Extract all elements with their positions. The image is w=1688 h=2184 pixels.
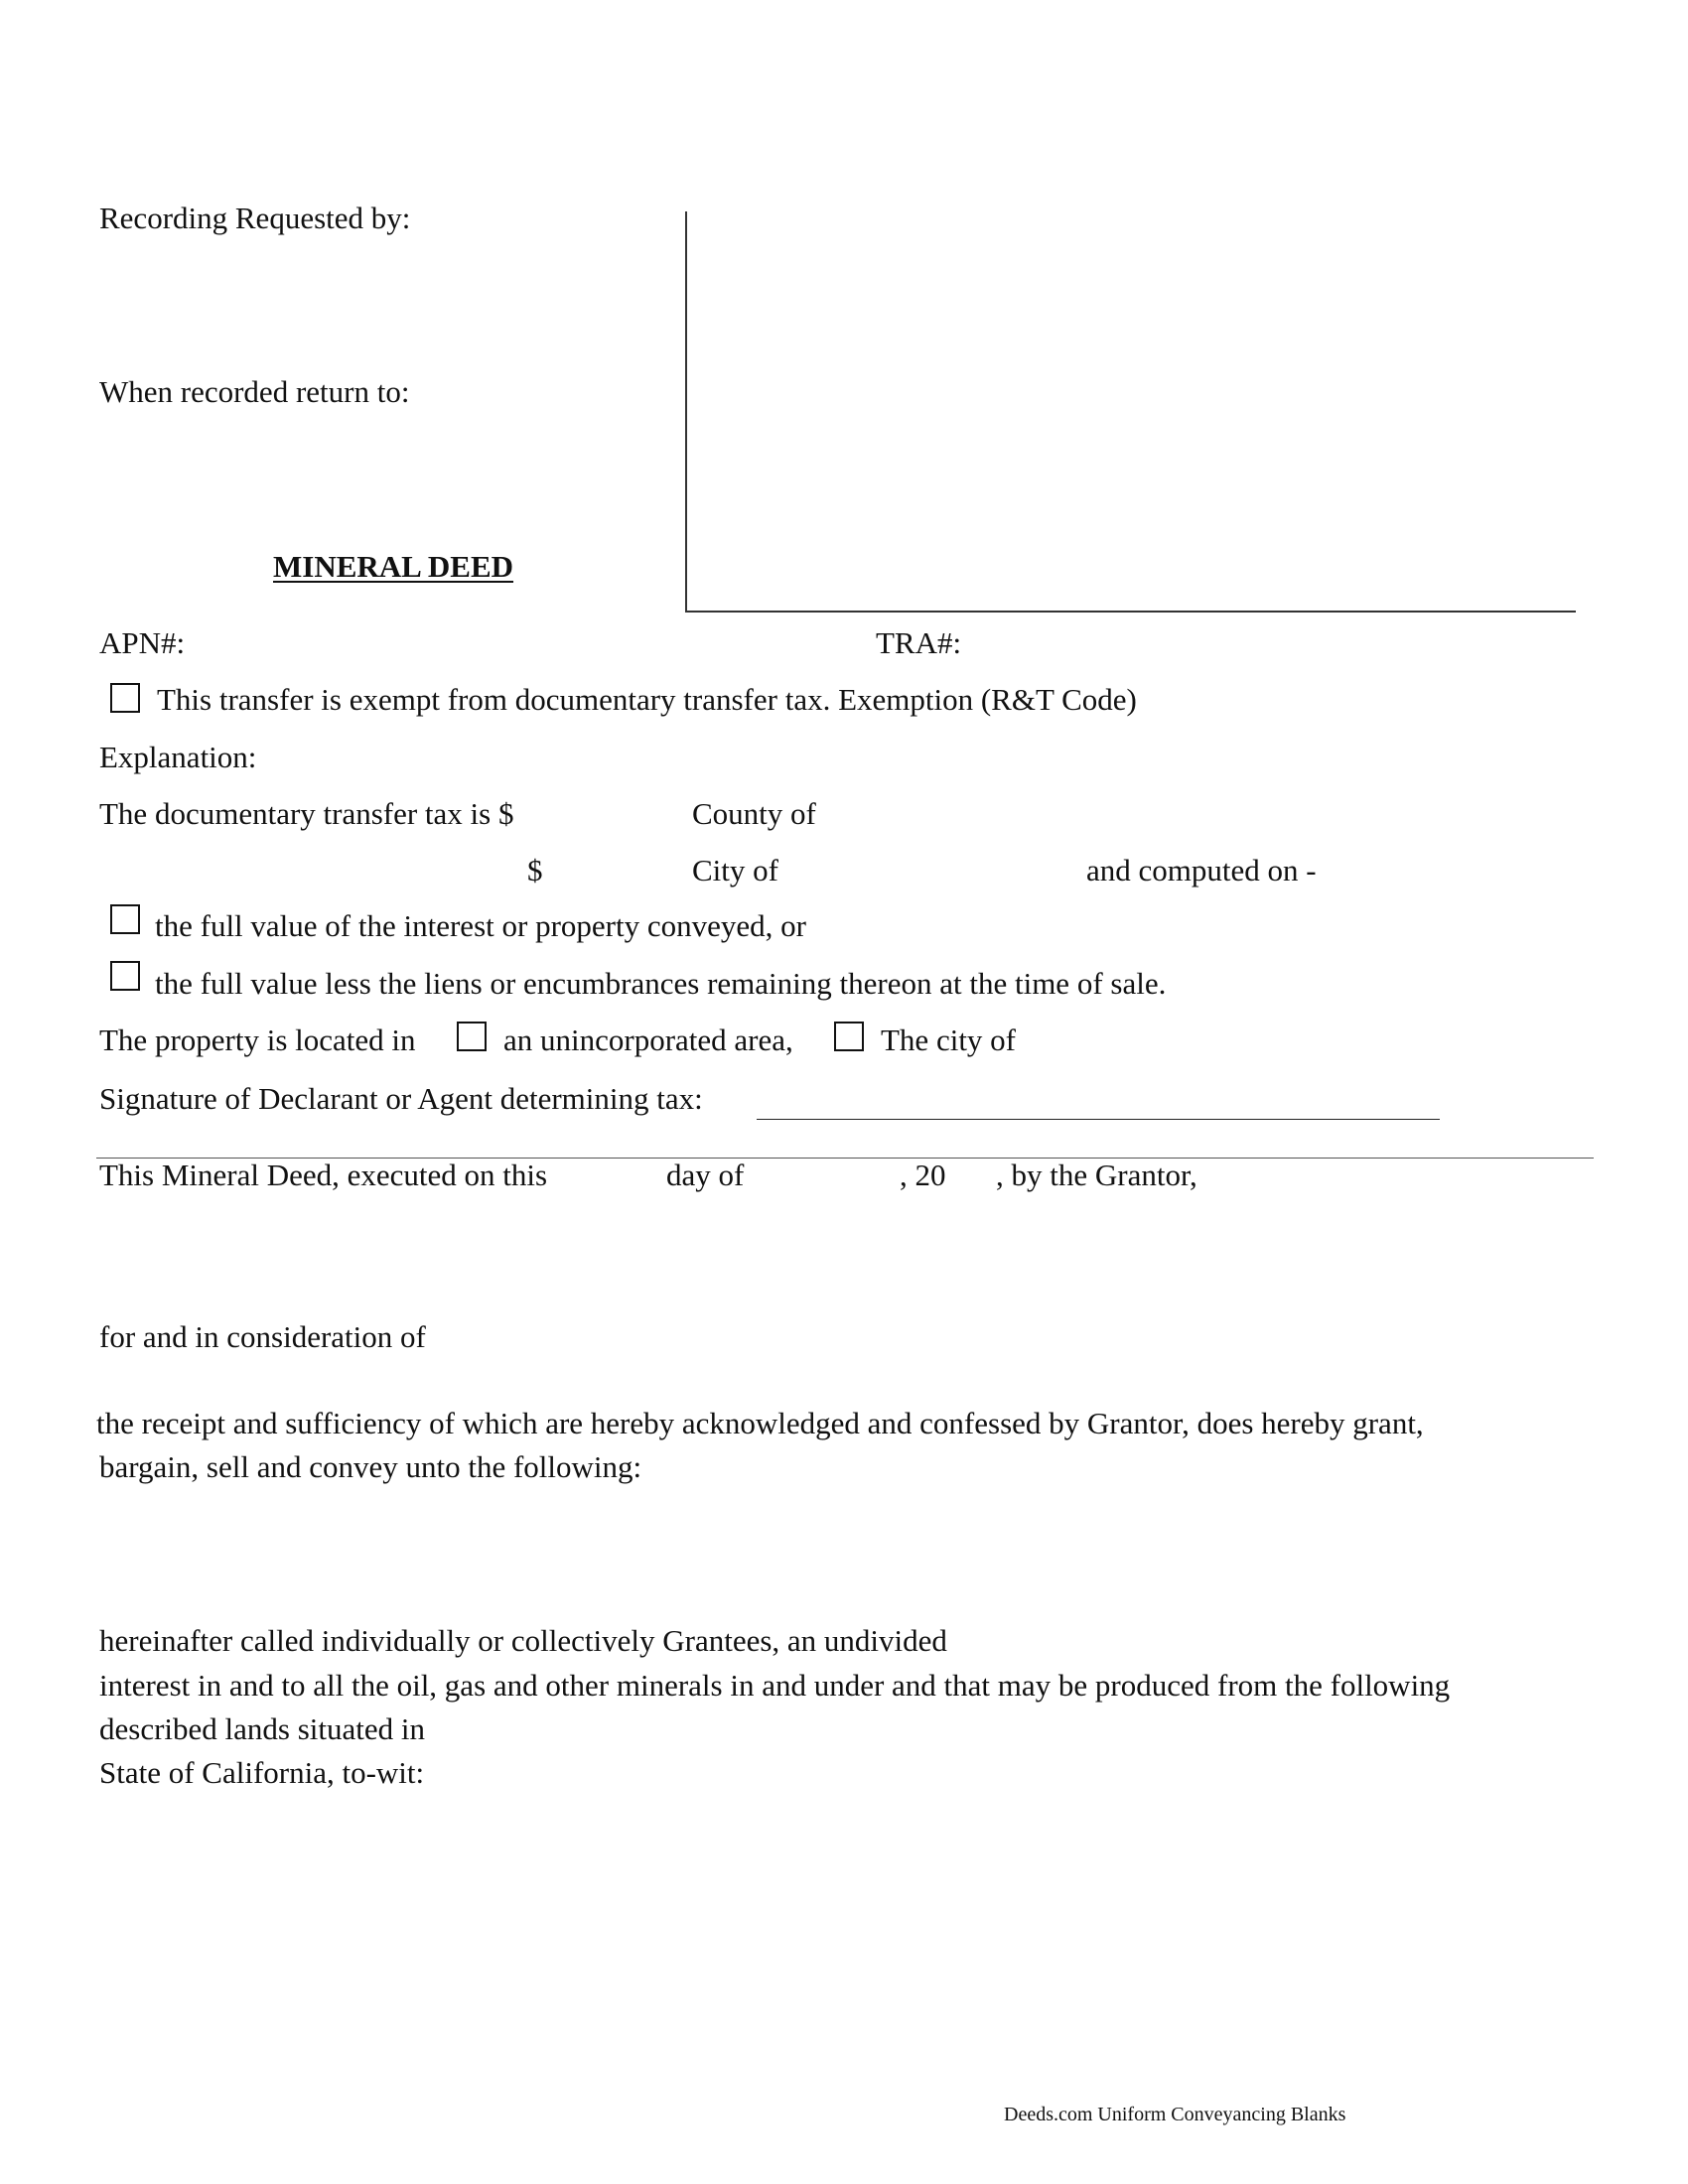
receipt-line-2: bargain, sell and convey unto the following: (99, 1449, 642, 1484)
footer-text: Deeds.com Uniform Conveyancing Blanks (1004, 2104, 1346, 2125)
explanation-label: Explanation: (99, 740, 257, 774)
when-recorded-return-to-label: When recorded return to: (99, 374, 410, 409)
year-prefix-text: , 20 (900, 1158, 946, 1192)
unincorporated-area-text: an unincorporated area, (503, 1023, 793, 1057)
city-tax-dollar-sign: $ (527, 853, 543, 887)
grantees-line-2: interest in and to all the oil, gas and other minerals in and under and that may be produced from the following (99, 1668, 1451, 1703)
city-of-checkbox[interactable] (834, 1022, 864, 1051)
full-value-option-text: the full value of the interest or property conveyed, or (155, 908, 806, 943)
city-of-option-text: The city of (881, 1023, 1017, 1057)
day-of-text: day of (666, 1158, 745, 1192)
less-liens-option-text: the full value less the liens or encumbrances remaining thereon at the time of sale. (155, 966, 1167, 1001)
recorder-box-vertical-line (685, 211, 687, 612)
exempt-text: This transfer is exempt from documentary transfer tax. Exemption (R&T Code) (157, 682, 1137, 717)
tra-label: TRA#: (876, 625, 962, 660)
page-title: MINERAL DEED (273, 549, 514, 584)
city-label: City of (692, 853, 778, 887)
apn-label: APN#: (99, 625, 186, 660)
signature-line[interactable] (757, 1119, 1440, 1120)
located-in-label: The property is located in (99, 1023, 416, 1057)
county-label: County of (692, 796, 816, 831)
signature-label: Signature of Declarant or Agent determining tax: (99, 1081, 703, 1116)
less-liens-checkbox[interactable] (110, 961, 140, 991)
computed-on-label: and computed on - (1086, 853, 1317, 887)
consideration-text: for and in consideration of (99, 1319, 426, 1354)
grantees-line-3: described lands situated in (99, 1711, 425, 1746)
receipt-line-1: the receipt and sufficiency of which are hereby acknowledged and confessed by Grantor, does hereby grant, (96, 1406, 1424, 1440)
by-grantor-text: , by the Grantor, (996, 1158, 1197, 1192)
executed-on-text: This Mineral Deed, executed on this (99, 1158, 548, 1192)
recorder-box-horizontal-line (685, 611, 1576, 613)
unincorporated-area-checkbox[interactable] (457, 1022, 487, 1051)
grantees-line-1: hereinafter called individually or collectively Grantees, an undivided (99, 1623, 947, 1658)
exempt-checkbox[interactable] (110, 683, 140, 713)
recording-requested-by-label: Recording Requested by: (99, 201, 411, 235)
doc-tax-label: The documentary transfer tax is $ (99, 796, 514, 831)
full-value-checkbox[interactable] (110, 904, 140, 934)
grantees-line-4: State of California, to-wit: (99, 1755, 425, 1790)
